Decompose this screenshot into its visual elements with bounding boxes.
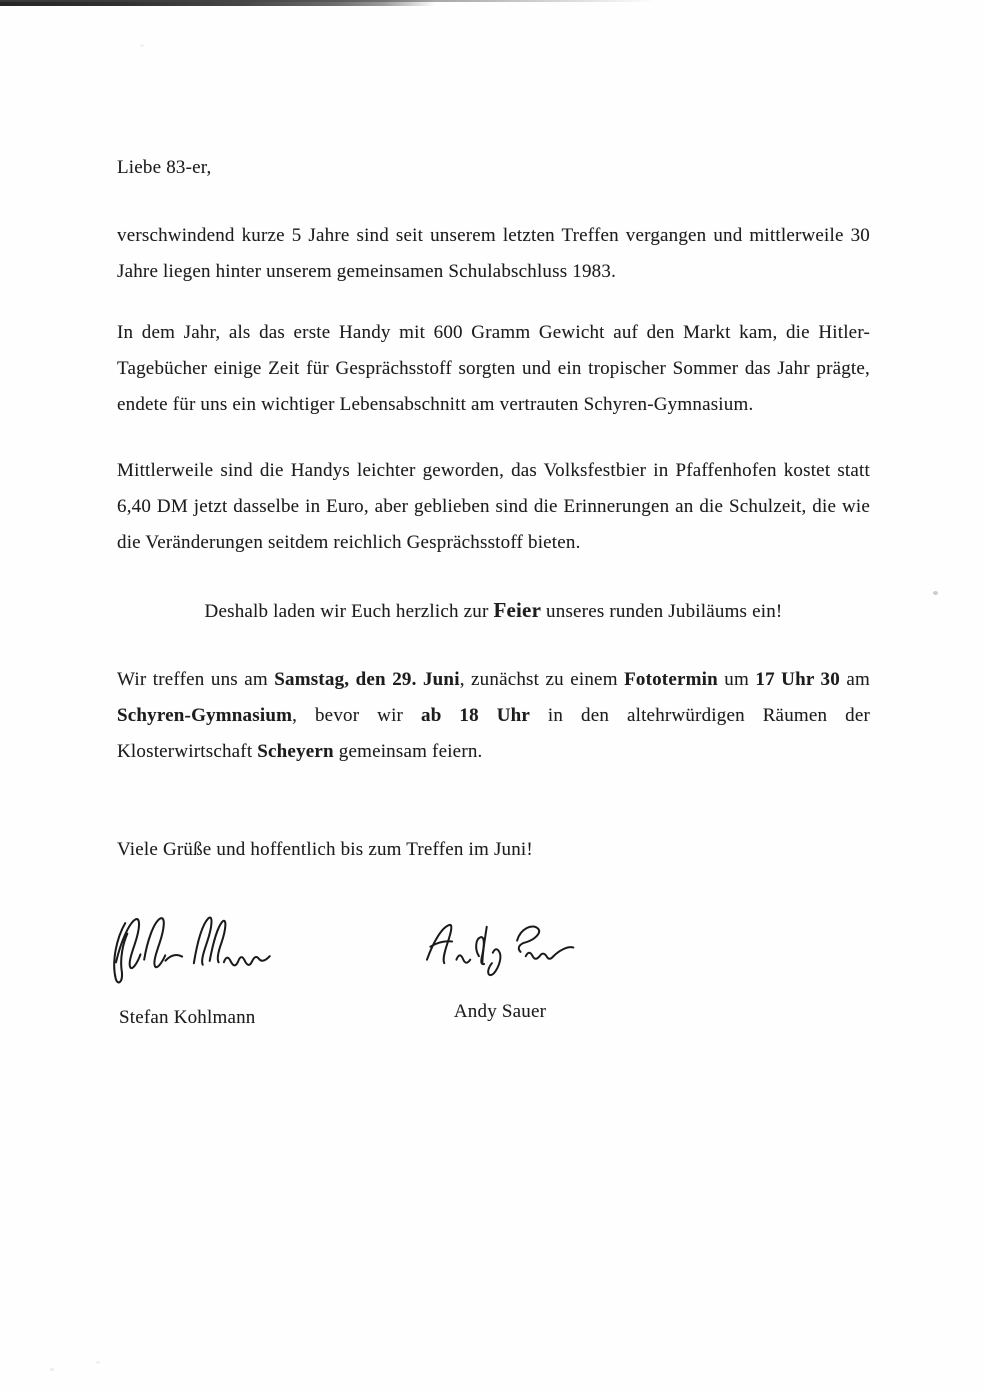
signature-block bbox=[117, 910, 870, 1050]
body-text: gemeinsam feiern. bbox=[333, 741, 483, 762]
body-text: , bevor wir bbox=[292, 705, 421, 726]
body-text: In dem Jahr, als das erste Handy mit 600 Gramm Gewicht auf den Markt kam, die Hitler-Tagebücher einige Zeit für Gesprächsstoff sorgten und ein tropischer Sommer das Jahr prägte, endete für uns ein wichtiger Lebensabschnitt am vertrauten Schyren-Gymnasium. bbox=[117, 322, 870, 415]
salutation: Liebe 83-er, bbox=[117, 157, 212, 178]
body-text: in den altehrwürdigen Räumen der Klosterwirtschaft bbox=[117, 705, 870, 762]
paragraph-invitation bbox=[117, 592, 870, 630]
body-text: Mittlerweile sind die Handys leichter geworden, das Volksfestbier in Pfaffenhofen kostet statt 6,40 DM jetzt dasselbe in Euro, aber geblieben sind die Erinnerungen an die Schulzeit, die wie die Veränderungen seitdem reichlich Gesprächsstoff bieten. bbox=[117, 460, 870, 553]
emphasized-text: Scheyern bbox=[257, 741, 334, 762]
closing-line bbox=[117, 832, 870, 868]
letter-body bbox=[117, 0, 870, 1050]
body-text: Viele Grüße und hoffentlich bis zum Treffen im Juni! bbox=[117, 839, 533, 860]
body-text: unseres runden Jubiläums ein! bbox=[541, 601, 783, 622]
signatory-name-stefan: Stefan Kohlmann bbox=[119, 1007, 256, 1028]
emphasized-text: Fototermin bbox=[624, 669, 718, 690]
emphasized-text: 17 Uhr 30 bbox=[755, 669, 840, 690]
scan-speck bbox=[96, 1361, 100, 1364]
emphasized-text: Samstag, den 29. Juni bbox=[274, 669, 460, 690]
signature-stefan-kohlmann-icon bbox=[104, 907, 275, 995]
signature-column-stefan bbox=[105, 910, 273, 1036]
signatory-name-andy: Andy Sauer bbox=[453, 1001, 547, 1022]
body-text: am bbox=[839, 669, 870, 690]
body-text: um bbox=[717, 669, 756, 690]
emphasized-text: ab 18 Uhr bbox=[421, 705, 531, 726]
paragraph-event-details bbox=[117, 662, 870, 770]
paragraph-year-1983 bbox=[117, 315, 870, 423]
paragraph-mittlerweile bbox=[117, 453, 870, 561]
body-text: Deshalb laden wir Euch herzlich zur bbox=[204, 601, 494, 622]
body-text: Wir treffen uns am bbox=[117, 669, 275, 690]
signature-andy-sauer-icon bbox=[420, 916, 576, 986]
paragraph-intro bbox=[117, 218, 870, 290]
emphasized-text: Feier bbox=[493, 598, 542, 622]
body-text: verschwindend kurze 5 Jahre sind seit unserem letzten Treffen vergangen und mittlerweile 30 Jahre liegen hinter unserem gemeinsamen Schulabschluss 1983. bbox=[117, 225, 870, 282]
scan-speck bbox=[50, 1368, 54, 1371]
scan-speck bbox=[933, 591, 938, 595]
emphasized-text: Schyren-Gymnasium bbox=[117, 705, 293, 726]
signature-column-andy bbox=[420, 916, 580, 1030]
body-text: , zunächst zu einem bbox=[459, 669, 625, 690]
